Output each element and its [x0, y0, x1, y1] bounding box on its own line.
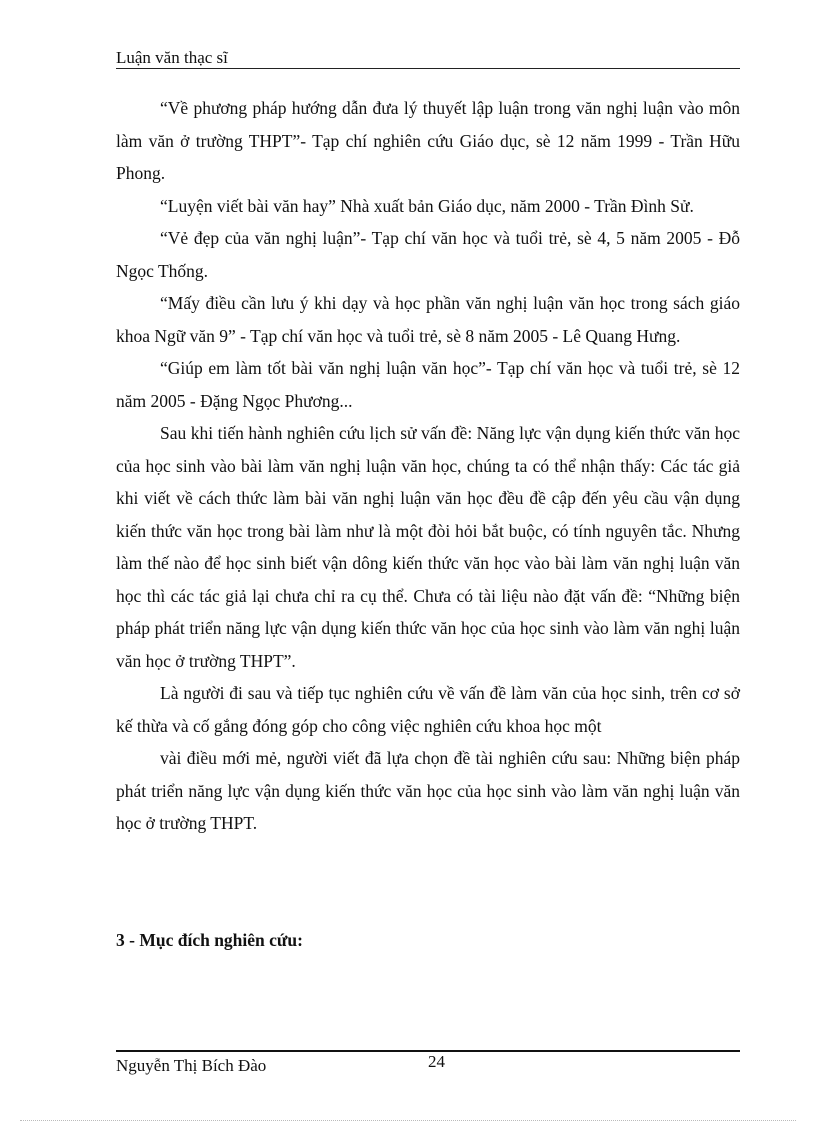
- paragraph-ref-2: “Luyện viết bài văn hay” Nhà xuất bản Giáo dục, năm 2000 - Trần Đình Sử.: [160, 195, 694, 216]
- paragraph-continuation: Là người đi sau và tiếp tục nghiên cứu về vấn đề làm văn của học sinh, trên cơ sở kế thừa và cố gắng đóng góp cho công việc nghiên cứu khoa học một: [116, 683, 740, 736]
- footer-author: Nguyễn Thị Bích Đào: [116, 1056, 267, 1075]
- paragraph-ref-1: “Về phương pháp hướng dẫn đưa lý thuyết lập luận trong văn nghị luận vào môn làm văn ở trường THPT”- Tạp chí nghiên cứu Giáo dục, sè 12 năm 1999 - Trần Hữu Phong.: [116, 98, 740, 183]
- paragraph-ref-3: “Vẻ đẹp của văn nghị luận”- Tạp chí văn học và tuổi trẻ, sè 4, 5 năm 2005 - Đỗ Ngọc Thống.: [116, 228, 740, 281]
- running-header: Luận văn thạc sĩ: [116, 48, 228, 67]
- page-bottom-divider: [20, 1120, 796, 1121]
- paragraph-topic-choice: vài điều mới mẻ, người viết đã lựa chọn đề tài nghiên cứu sau: Những biện pháp phát triển năng lực vận dụng kiến thức văn học của học sinh vào làm văn nghị luận văn học ở trường THPT.: [116, 748, 740, 833]
- body-text: [116, 92, 740, 840]
- paragraph-ref-4: “Mấy điều cần lưu ý khi dạy và học phần văn nghị luận văn học trong sách giáo khoa Ngữ văn 9” - Tạp chí văn học và tuổi trẻ, sè 8 năm 2005 - Lê Quang Hưng.: [116, 293, 740, 346]
- header-rule: [116, 68, 740, 69]
- section-heading: 3 - Mục đích nghiên cứu:: [116, 930, 303, 950]
- paragraph-analysis: Sau khi tiến hành nghiên cứu lịch sử vấn đề: Năng lực vận dụng kiến thức văn học của học sinh vào bài làm văn nghị luận văn học, chúng ta có thể nhận thấy: Các tác giả khi viết về cách thức làm bài văn nghị luận văn học đều đề cập đến yêu cầu vận dụng kiến thức văn học trong bài làm như là một đòi hỏi bắt buộc, có tính nguyên tắc. Nhưng làm thế nào để học sinh biết vận dông kiến thức văn học vào bài làm văn nghị luận văn học thì các tác giả lại chưa chỉ ra cụ thể. Chưa có tài liệu nào đặt vấn đề: “Những biện pháp phát triển năng lực vận dụng kiến thức văn học của học sinh vào làm văn nghị luận văn học ở trường THPT”.: [116, 423, 740, 671]
- page-number: 24: [428, 1052, 445, 1071]
- paragraph-ref-5: “Giúp em làm tốt bài văn nghị luận văn học”- Tạp chí văn học và tuổi trẻ, sè 12 năm 2005 - Đặng Ngọc Phương...: [116, 358, 740, 411]
